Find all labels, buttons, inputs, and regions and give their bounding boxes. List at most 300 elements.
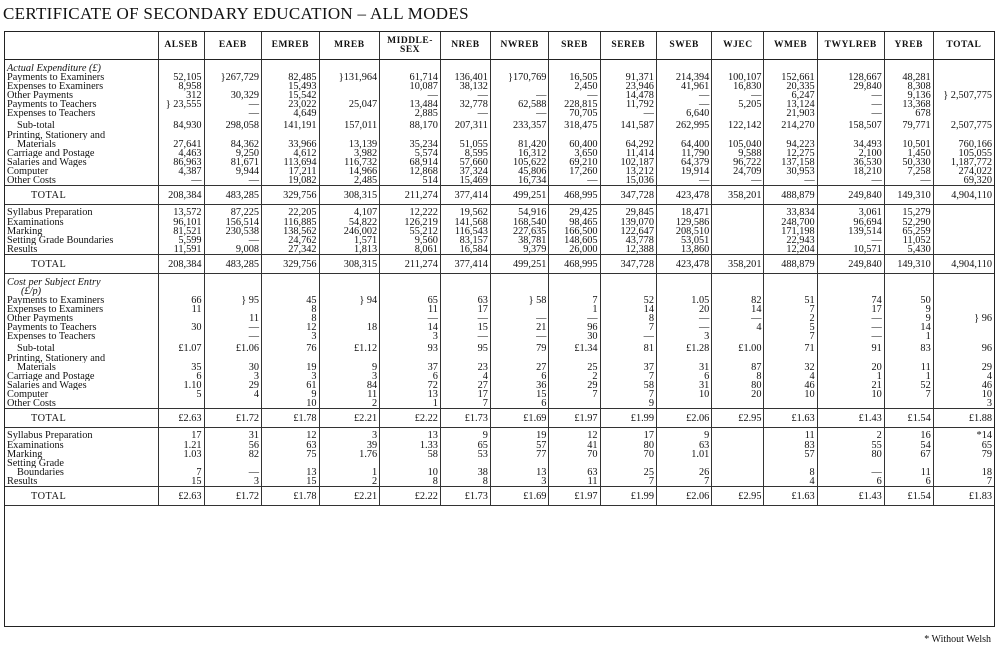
row-label: Computer [7,390,49,399]
table-cell: 105,055 [933,149,994,158]
table-cell [319,459,380,468]
table-cell: — [817,236,884,245]
total-cell: 468,995 [549,255,600,274]
section-header: Cost per Subject Entry [7,277,101,287]
table-cell: 13,572 [158,205,204,219]
table-cell: 7 [600,390,656,399]
total-cell: £1.69 [490,487,549,506]
column-header: NREB [440,32,490,60]
table-cell [490,354,549,363]
table-row [5,140,994,149]
table-cell: 29,845 [600,205,656,219]
table-cell: 122,647 [600,227,656,236]
table-cell: 7 [600,477,656,487]
table-cell: 116,543 [440,227,490,236]
table-cell: 58 [600,381,656,390]
table-cell: 52,105 [158,73,204,82]
table-cell: 17 [440,305,490,314]
row-label: Printing, Stationery and [7,354,106,363]
table-cell: 9,379 [490,245,549,255]
row-label: Results [7,245,38,255]
table-cell: 16,830 [712,82,764,91]
table-cell: 11 [764,428,817,442]
table-cell: 96,722 [712,158,764,167]
table-cell: 116,885 [262,218,319,227]
total-cell: 423,478 [656,255,711,274]
table-cell: 12 [549,428,600,442]
table-cell: 11 [884,363,933,372]
table-row [5,363,994,372]
table-cell: 2 [817,428,884,442]
table-cell [712,399,764,409]
table-cell: 84,930 [158,118,204,131]
table-cell: — [656,100,711,109]
table-cell [712,332,764,341]
table-cell: 4 [712,323,764,332]
total-cell: 358,201 [712,255,764,274]
table-cell: 81,671 [204,158,261,167]
table-cell: — [440,109,490,118]
table-cell [440,459,490,468]
table-cell: 139,514 [817,227,884,236]
table-cell: 17 [600,428,656,442]
table-cell: 10 [262,399,319,409]
total-cell: £1.73 [440,409,490,428]
row-label: Sub-total [17,343,55,354]
table-cell: — [204,323,261,332]
table-cell: 82,485 [262,73,319,82]
total-cell: £2.63 [158,409,204,428]
table-cell: 17 [440,390,490,399]
table-row [5,450,994,459]
table-cell: 11,414 [600,149,656,158]
table-cell: 7 [440,399,490,409]
column-header: SREB [549,32,600,60]
table-cell [712,131,764,140]
table-cell [933,218,994,227]
table-cell: 18,210 [817,167,884,176]
table-cell: 14,478 [600,91,656,100]
row-label: Marking [7,227,43,236]
total-cell: 249,840 [817,186,884,205]
table-cell: 20 [817,363,884,372]
table-cell: 152,661 [764,73,817,82]
table-cell: 43,778 [600,236,656,245]
table-cell: 69,320 [933,176,994,186]
table-cell: 30,329 [204,91,261,100]
total-cell: £1.73 [440,487,490,506]
table-cell: 9 [600,399,656,409]
table-cell: 15 [490,390,549,399]
row-label: Syllabus Preparation [7,207,93,218]
total-cell: 347,728 [600,255,656,274]
table-cell: 57 [490,441,549,450]
table-cell: 63 [656,441,711,450]
table-cell: 12,222 [380,205,441,219]
table-cell: 11 [884,468,933,477]
table-cell: — [380,314,441,323]
table-cell: 8 [712,372,764,381]
row-label: Payments to Examiners [7,73,105,82]
table-cell: 26,000 [549,245,600,255]
table-cell: 4 [440,372,490,381]
table-cell: 57,660 [440,158,490,167]
total-cell: 211,274 [380,186,441,205]
table-cell: 29,840 [817,82,884,91]
table-cell: 83 [764,441,817,450]
table-cell: 75 [262,450,319,459]
table-cell: 10 [380,468,441,477]
table-cell: 15,279 [884,205,933,219]
total-cell: 208,384 [158,255,204,274]
table-row [5,118,994,131]
table-cell: 36 [490,381,549,390]
table-cell [380,131,441,140]
table-cell: — [656,91,711,100]
table-cell: 19 [262,363,319,372]
total-cell: £1.78 [262,487,319,506]
table-cell: 139,070 [600,218,656,227]
table-row [5,314,994,323]
table-cell [933,236,994,245]
table-cell: 760,166 [933,140,994,149]
table-cell: 52 [884,381,933,390]
table-cell: 25 [549,363,600,372]
table-cell: 26 [656,468,711,477]
table-cell: £1.07 [158,341,204,354]
table-cell: 37 [380,363,441,372]
table-cell: — [380,91,441,100]
table-cell: 3 [319,372,380,381]
table-cell: *14 [933,428,994,442]
table-cell: 1.01 [656,450,711,459]
table-cell: 88,170 [380,118,441,131]
table-cell: 246,002 [319,227,380,236]
table-cell: 10 [656,390,711,399]
row-label: Other Payments [7,91,74,100]
total-cell: 149,310 [884,255,933,274]
table-cell: 274,022 [933,167,994,176]
table-cell: } 23,555 [158,100,204,109]
total-row [5,186,994,205]
table-cell: 3 [656,332,711,341]
table-cell: 66 [158,296,204,305]
table-cell: 51,055 [440,140,490,149]
table-cell: 21 [817,381,884,390]
table-cell [262,131,319,140]
table-cell: 6 [380,372,441,381]
table-cell: 105,040 [712,140,764,149]
table-cell [933,296,994,305]
table-cell: 46 [764,381,817,390]
table-cell: 65 [380,296,441,305]
table-cell [204,305,261,314]
total-cell: £1.99 [600,487,656,506]
total-cell: 329,756 [262,255,319,274]
table-cell [204,82,261,91]
table-cell: 95 [440,341,490,354]
row-label: Boundaries [17,468,64,477]
table-cell: 17,211 [262,167,319,176]
total-cell: 4,904,110 [933,255,994,274]
table-cell: } 95 [204,296,261,305]
table-row [5,227,994,236]
table-cell: } 94 [319,296,380,305]
table-cell: — [656,323,711,332]
table-row [5,323,994,332]
table-cell: 116,732 [319,158,380,167]
table-cell: 84,362 [204,140,261,149]
table-cell [600,459,656,468]
table-cell: }170,769 [490,73,549,82]
table-cell: 1 [884,332,933,341]
table-row [5,91,994,100]
table-cell: 8 [600,314,656,323]
table-row [5,441,994,450]
table-cell: 233,357 [490,118,549,131]
table-cell [440,354,490,363]
table-cell: 7 [158,468,204,477]
section-unit-row [5,287,994,296]
table-cell: 171,198 [764,227,817,236]
table-cell [933,100,994,109]
total-cell: £1.97 [549,409,600,428]
table-cell: 6 [158,372,204,381]
column-header-row [5,32,994,60]
table-cell [933,227,994,236]
table-cell: 34,493 [817,140,884,149]
table-row [5,468,994,477]
table-cell: 3 [204,372,261,381]
table-cell: 214,270 [764,118,817,131]
total-cell: £2.22 [380,487,441,506]
table-cell: 70 [600,450,656,459]
table-cell [656,131,711,140]
table-cell: 11,792 [600,100,656,109]
table-row [5,176,994,186]
table-cell: 1 [380,399,441,409]
table-cell: 7,258 [884,167,933,176]
total-row [5,409,994,428]
table-cell: 54 [884,441,933,450]
table-cell: 25,047 [319,100,380,109]
table-cell: 3 [204,477,261,487]
table-cell: 141,587 [600,118,656,131]
table-cell: 122,142 [712,118,764,131]
table-cell: 24,762 [262,236,319,245]
column-header: MREB [319,32,380,60]
table-cell: 65 [440,441,490,450]
total-cell: £2.22 [380,409,441,428]
table-cell: 68,914 [380,158,441,167]
total-label: TOTAL [5,186,158,205]
table-cell: 9 [656,428,711,442]
table-cell [817,354,884,363]
table-cell: 58 [380,450,441,459]
table-cell: 1,187,772 [933,158,994,167]
table-cell: 128,667 [817,73,884,82]
total-cell: £2.95 [712,487,764,506]
table-cell: — [204,468,261,477]
table-cell: 11 [204,314,261,323]
table-cell: 11 [319,390,380,399]
table-row [5,167,994,176]
table-cell: 79,771 [884,118,933,131]
table-cell [380,354,441,363]
table-cell: 60,400 [549,140,600,149]
table-cell: £1.28 [656,341,711,354]
table-cell: 2,450 [549,82,600,91]
table-cell: 27,641 [158,140,204,149]
table-cell: 31 [656,363,711,372]
table-cell [262,459,319,468]
column-header: ALSEB [158,32,204,60]
table-cell: 7 [549,296,600,305]
table-cell: 64,292 [600,140,656,149]
table-cell: 11,790 [656,149,711,158]
table-cell: 3,061 [817,205,884,219]
table-cell: 3,650 [549,149,600,158]
table-cell [764,459,817,468]
table-cell: 6 [656,372,711,381]
table-cell [712,441,764,450]
table-cell: 81,521 [158,227,204,236]
table-cell: 13 [262,468,319,477]
column-header: YREB [884,32,933,60]
row-label: Examinations [7,218,64,227]
table-cell: 32 [764,363,817,372]
table-cell: 48,281 [884,73,933,82]
table-row [5,399,994,409]
row-label: Expenses to Teachers [7,332,96,341]
table-cell: 81 [600,341,656,354]
table-cell: 38,781 [490,236,549,245]
table-cell: 4,463 [158,149,204,158]
table-cell: 72 [380,381,441,390]
table-cell [933,459,994,468]
table-row [5,100,994,109]
table-cell: 30 [549,332,600,341]
row-label: Syllabus Preparation [7,430,93,441]
table-cell: 9,136 [884,91,933,100]
table-cell: 298,058 [204,118,261,131]
table-cell: 208,510 [656,227,711,236]
table-cell: 7 [764,305,817,314]
table-cell [490,131,549,140]
table-cell: 69,210 [549,158,600,167]
table-cell [490,305,549,314]
table-cell [712,477,764,487]
table-cell: 29 [204,381,261,390]
total-cell: 4,904,110 [933,186,994,205]
table-cell: 29 [549,381,600,390]
table-cell: 21 [490,323,549,332]
table-cell: 141,568 [440,218,490,227]
table-cell: 7 [933,477,994,487]
table-cell: 18 [933,468,994,477]
total-cell: 249,840 [817,255,884,274]
table-cell: 2,485 [319,176,380,186]
total-cell: £2.21 [319,409,380,428]
row-label: Salaries and Wages [7,158,87,167]
row-label: Expenses to Teachers [7,109,96,118]
table-cell: 76 [262,341,319,354]
column-header: EAEB [204,32,261,60]
table-cell: 13,860 [656,245,711,255]
table-cell [158,332,204,341]
table-cell: — [817,332,884,341]
table-cell: 105,622 [490,158,549,167]
table-cell [884,131,933,140]
table-cell: 9 [262,390,319,399]
row-label: Computer [7,167,49,176]
table-cell [817,459,884,468]
table-row [5,82,994,91]
table-cell [204,459,261,468]
table-cell: 53,051 [656,236,711,245]
section-header-row [5,274,994,288]
section-header-row [5,60,994,74]
table-cell [712,450,764,459]
table-cell: 31 [656,381,711,390]
table-cell: 32,778 [440,100,490,109]
total-cell: £2.06 [656,409,711,428]
table-cell: 1 [549,305,600,314]
table-cell: — [490,332,549,341]
table-cell: 10,571 [817,245,884,255]
total-cell: 483,285 [204,255,261,274]
table-cell: — [490,109,549,118]
table-cell: 1.10 [158,381,204,390]
table-cell [933,323,994,332]
total-row [5,487,994,506]
table-cell: 15 [262,477,319,487]
table-cell: 158,507 [817,118,884,131]
table-cell [490,82,549,91]
row-label: Carriage and Postage [7,372,95,381]
table-cell: 1 [319,468,380,477]
total-cell: 499,251 [490,255,549,274]
table-cell: 53 [440,450,490,459]
table-cell [262,354,319,363]
table-cell: 3 [933,399,994,409]
table-cell [319,131,380,140]
table-cell: 5 [158,390,204,399]
table-cell: — [600,332,656,341]
table-cell: — [158,176,204,186]
table-cell: 63 [262,441,319,450]
table-cell: 80 [712,381,764,390]
total-cell: £1.88 [933,409,994,428]
table-cell: 54,916 [490,205,549,219]
table-cell: }267,729 [204,73,261,82]
table-cell: 2,100 [817,149,884,158]
footnote: * Without Welsh [924,634,991,645]
total-cell: 211,274 [380,255,441,274]
table-cell: 79 [490,341,549,354]
table-cell: 33,966 [262,140,319,149]
table-cell: 45,806 [490,167,549,176]
table-cell: 27 [490,363,549,372]
table-cell [158,109,204,118]
table-cell: — [440,332,490,341]
table-row [5,158,994,167]
table-row [5,205,994,219]
table-cell: 14 [884,323,933,332]
table-cell: 2 [319,477,380,487]
table-cell [712,109,764,118]
table-cell: 23,022 [262,100,319,109]
